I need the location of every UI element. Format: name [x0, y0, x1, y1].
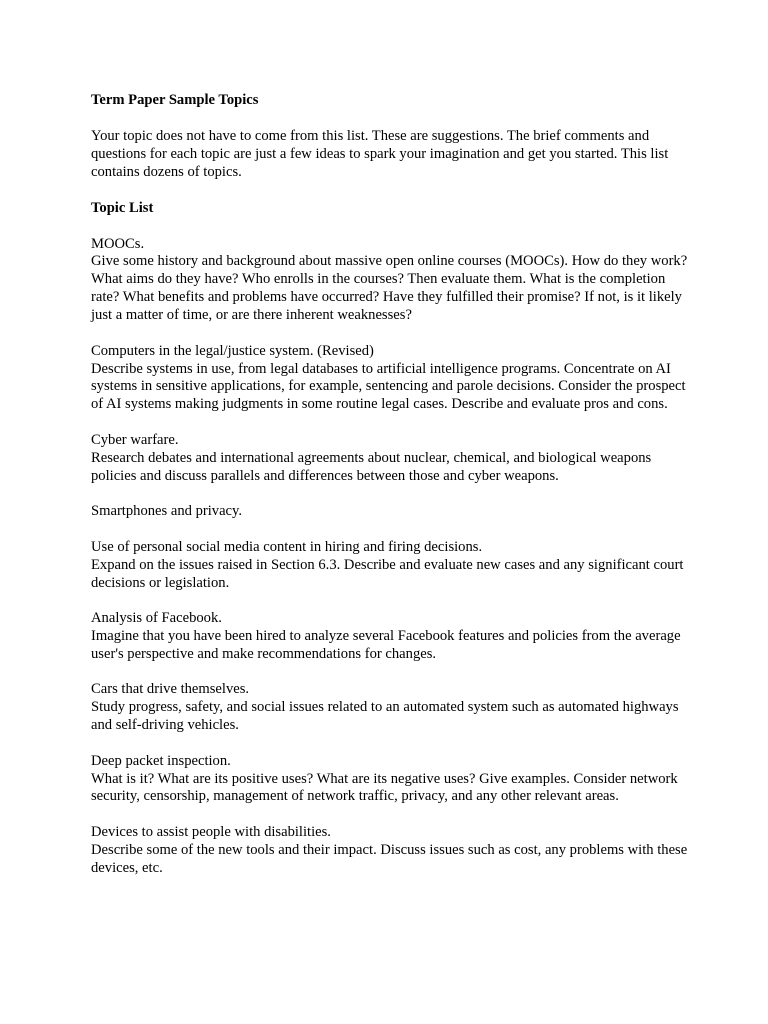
topic-list-heading: Topic List — [91, 199, 154, 216]
topic-item-facebook-analysis — [91, 610, 691, 664]
topic-item-self-driving-cars — [91, 681, 691, 735]
topic-description: Give some history and background about massive open online courses (MOOCs). How do they work? What aims do they have? Who enrolls in the courses? Then evaluate them. What is the completion rate? What benefits and problems have occurred? Have they fulfilled their promise? If not, is it likely just a matter of time, or are there inherent weaknesses? — [91, 253, 688, 324]
topic-item-moocs — [91, 236, 691, 326]
topic-title: MOOCs. — [91, 235, 145, 252]
topic-description: Expand on the issues raised in Section 6.3. Describe and evaluate new cases and any significant court decisions or legislation. — [91, 556, 684, 591]
topic-title: Smartphones and privacy. — [91, 503, 243, 520]
topic-description: Research debates and international agreements about nuclear, chemical, and biological weapons policies and discuss parallels and differences between those and cyber weapons. — [91, 449, 652, 484]
intro-paragraph: Your topic does not have to come from this list. These are suggestions. The brief comments and questions for each topic are just a few ideas to spark your imagination and get you started. This list contains dozens of topics. — [91, 127, 669, 180]
topic-description: Study progress, safety, and social issues related to an automated system such as automated highways and self-driving vehicles. — [91, 699, 679, 734]
topic-title: Computers in the legal/justice system. (Revised) — [91, 342, 374, 359]
topic-description: What is it? What are its positive uses? What are its negative uses? Give examples. Consider network security, censorship, management of network traffic, privacy, and any other relevant areas. — [91, 770, 678, 805]
topic-title: Cars that drive themselves. — [91, 681, 250, 698]
topic-title: Devices to assist people with disabilities. — [91, 823, 331, 840]
topic-item-cyber-warfare — [91, 432, 691, 486]
topic-description: Describe systems in use, from legal databases to artificial intelligence programs. Concentrate on AI systems in sensitive applications, for example, sentencing and parole decisions. Consider the prospect of AI systems making judgments in some routine legal cases. Describe and evaluate pros and cons. — [91, 360, 686, 413]
topic-title: Cyber warfare. — [91, 431, 179, 448]
topic-title: Deep packet inspection. — [91, 752, 231, 769]
document-title: Term Paper Sample Topics — [91, 92, 259, 108]
topic-item-deep-packet-inspection — [91, 753, 691, 807]
topic-title: Analysis of Facebook. — [91, 610, 222, 626]
topic-item-social-media-hiring — [91, 539, 691, 593]
topic-item-assistive-devices — [91, 824, 691, 878]
topic-title: Use of personal social media content in hiring and firing decisions. — [91, 538, 483, 555]
topic-description: Imagine that you have been hired to analyze several Facebook features and policies from the average user's perspective and make recommendations for changes. — [91, 627, 681, 662]
topic-item-legal-justice — [91, 343, 691, 415]
topic-description: Describe some of the new tools and their impact. Discuss issues such as cost, any problems with these devices, etc. — [91, 841, 688, 876]
document-page — [91, 92, 691, 895]
topic-item-smartphones-privacy — [91, 503, 691, 521]
